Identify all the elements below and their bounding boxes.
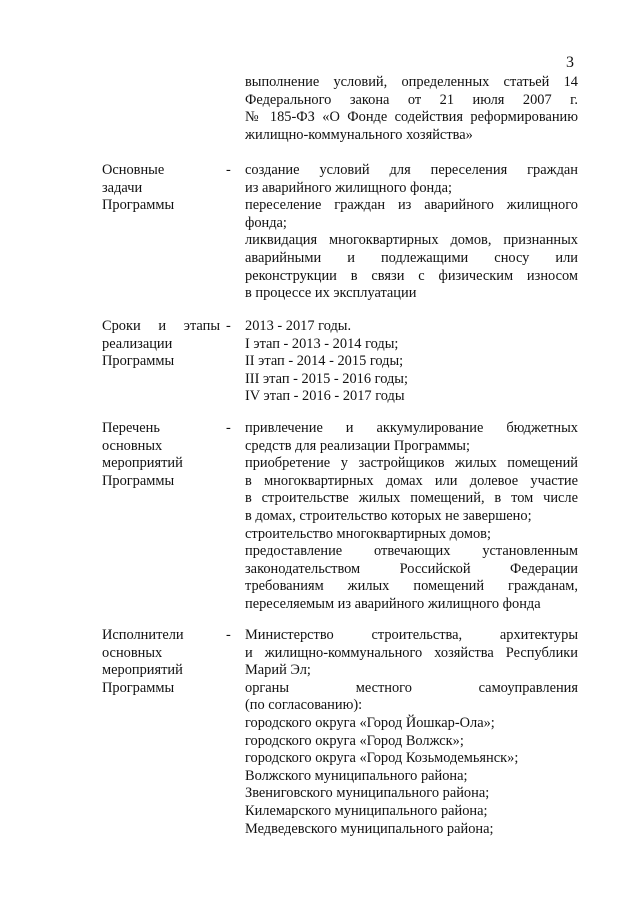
section-body xyxy=(245,162,578,303)
text-line: жилищно-коммунального хозяйства» xyxy=(245,126,473,143)
section-body xyxy=(245,627,578,838)
text-line: переселение граждан из аварийного жилищного xyxy=(245,197,578,214)
page-number: 3 xyxy=(566,54,574,71)
text-line: № 185-ФЗ «О Фонде содействия реформированию xyxy=(245,109,578,126)
text-line: городского округа «Город Козьмодемьянск»; xyxy=(245,750,519,767)
section-body xyxy=(245,420,578,614)
section-label xyxy=(102,627,222,697)
label-line: Исполнители xyxy=(102,627,184,643)
text-line: Звениговского муниципального района; xyxy=(245,785,490,802)
text-line: ликвидация многоквартирных домов, признанных xyxy=(245,232,578,249)
text-line: Волжского муниципального района; xyxy=(245,767,468,784)
text-line: IV этап - 2016 - 2017 годы xyxy=(245,388,405,405)
text-line: фонда; xyxy=(245,214,287,231)
text-line: переселяемым из аварийного жилищного фонда xyxy=(245,595,541,612)
text-line: законодательством Российской Федерации xyxy=(245,560,578,577)
text-line: выполнение условий, определенных статьей 14 xyxy=(245,74,578,90)
text-line: III этап - 2015 - 2016 годы; xyxy=(245,370,408,387)
text-line: создание условий для переселения граждан xyxy=(245,162,578,178)
text-line: средств для реализации Программы; xyxy=(245,437,470,454)
text-line: и жилищно-коммунального хозяйства Республики xyxy=(245,644,578,661)
text-line: органы местного самоуправления xyxy=(245,679,578,696)
section-dash: - xyxy=(226,420,231,436)
continuation-text xyxy=(245,74,578,144)
text-line: аварийными и подлежащими сносу или xyxy=(245,249,578,266)
text-line: городского округа «Город Йошкар-Ола»; xyxy=(245,714,495,731)
section-dash: - xyxy=(226,627,231,643)
label-line: реализации xyxy=(102,335,173,352)
text-line: в многоквартирных домах или долевое участие xyxy=(245,472,578,489)
section-dash: - xyxy=(226,318,231,334)
text-line: требованиям жилых помещений гражданам, xyxy=(245,578,578,595)
text-line: предоставление отвечающих установленным xyxy=(245,543,578,560)
text-line: Медведевского муниципального района; xyxy=(245,820,494,837)
label-line: Основные xyxy=(102,162,165,178)
text-line: привлечение и аккумулирование бюджетных xyxy=(245,420,578,436)
text-line: строительство многоквартирных домов; xyxy=(245,525,491,542)
text-line: в строительстве жилых помещений, в том числе xyxy=(245,490,578,507)
label-line: Программы xyxy=(102,679,175,696)
label-line: основных xyxy=(102,644,163,661)
text-line: в домах, строительство которых не завершено; xyxy=(245,507,532,524)
label-line: Сроки и этапы xyxy=(102,318,220,334)
text-line: II этап - 2014 - 2015 годы; xyxy=(245,353,404,370)
text-line: реконструкции в связи с физическим износом xyxy=(245,267,578,284)
text-line: в процессе их эксплуатации xyxy=(245,285,417,302)
text-line: приобретение у застройщиков жилых помещений xyxy=(245,455,578,472)
text-line: (по согласованию): xyxy=(245,697,363,714)
text-line: I этап - 2013 - 2014 годы; xyxy=(245,335,399,352)
label-line: задачи xyxy=(102,179,143,196)
text-line: Марий Эл; xyxy=(245,662,311,679)
section-dash: - xyxy=(226,162,231,178)
label-line: основных xyxy=(102,437,163,454)
text-line: городского округа «Город Волжск»; xyxy=(245,732,464,749)
label-line: мероприятий xyxy=(102,455,183,472)
text-line: Килемарского муниципального района; xyxy=(245,802,488,819)
label-line: Перечень xyxy=(102,420,160,436)
label-line: Программы xyxy=(102,472,175,489)
section-label xyxy=(102,162,222,215)
text-line: из аварийного жилищного фонда; xyxy=(245,179,452,196)
section-body xyxy=(245,318,578,406)
text-line: 2013 - 2017 годы. xyxy=(245,318,352,334)
label-line: мероприятий xyxy=(102,662,183,679)
label-line: Программы xyxy=(102,353,175,370)
text-line: Федерального закона от 21 июля 2007 г. xyxy=(245,91,578,108)
section-label xyxy=(102,420,222,490)
label-line: Программы xyxy=(102,197,175,214)
text-line: Министерство строительства, архитектуры xyxy=(245,627,578,643)
section-label xyxy=(102,318,222,371)
